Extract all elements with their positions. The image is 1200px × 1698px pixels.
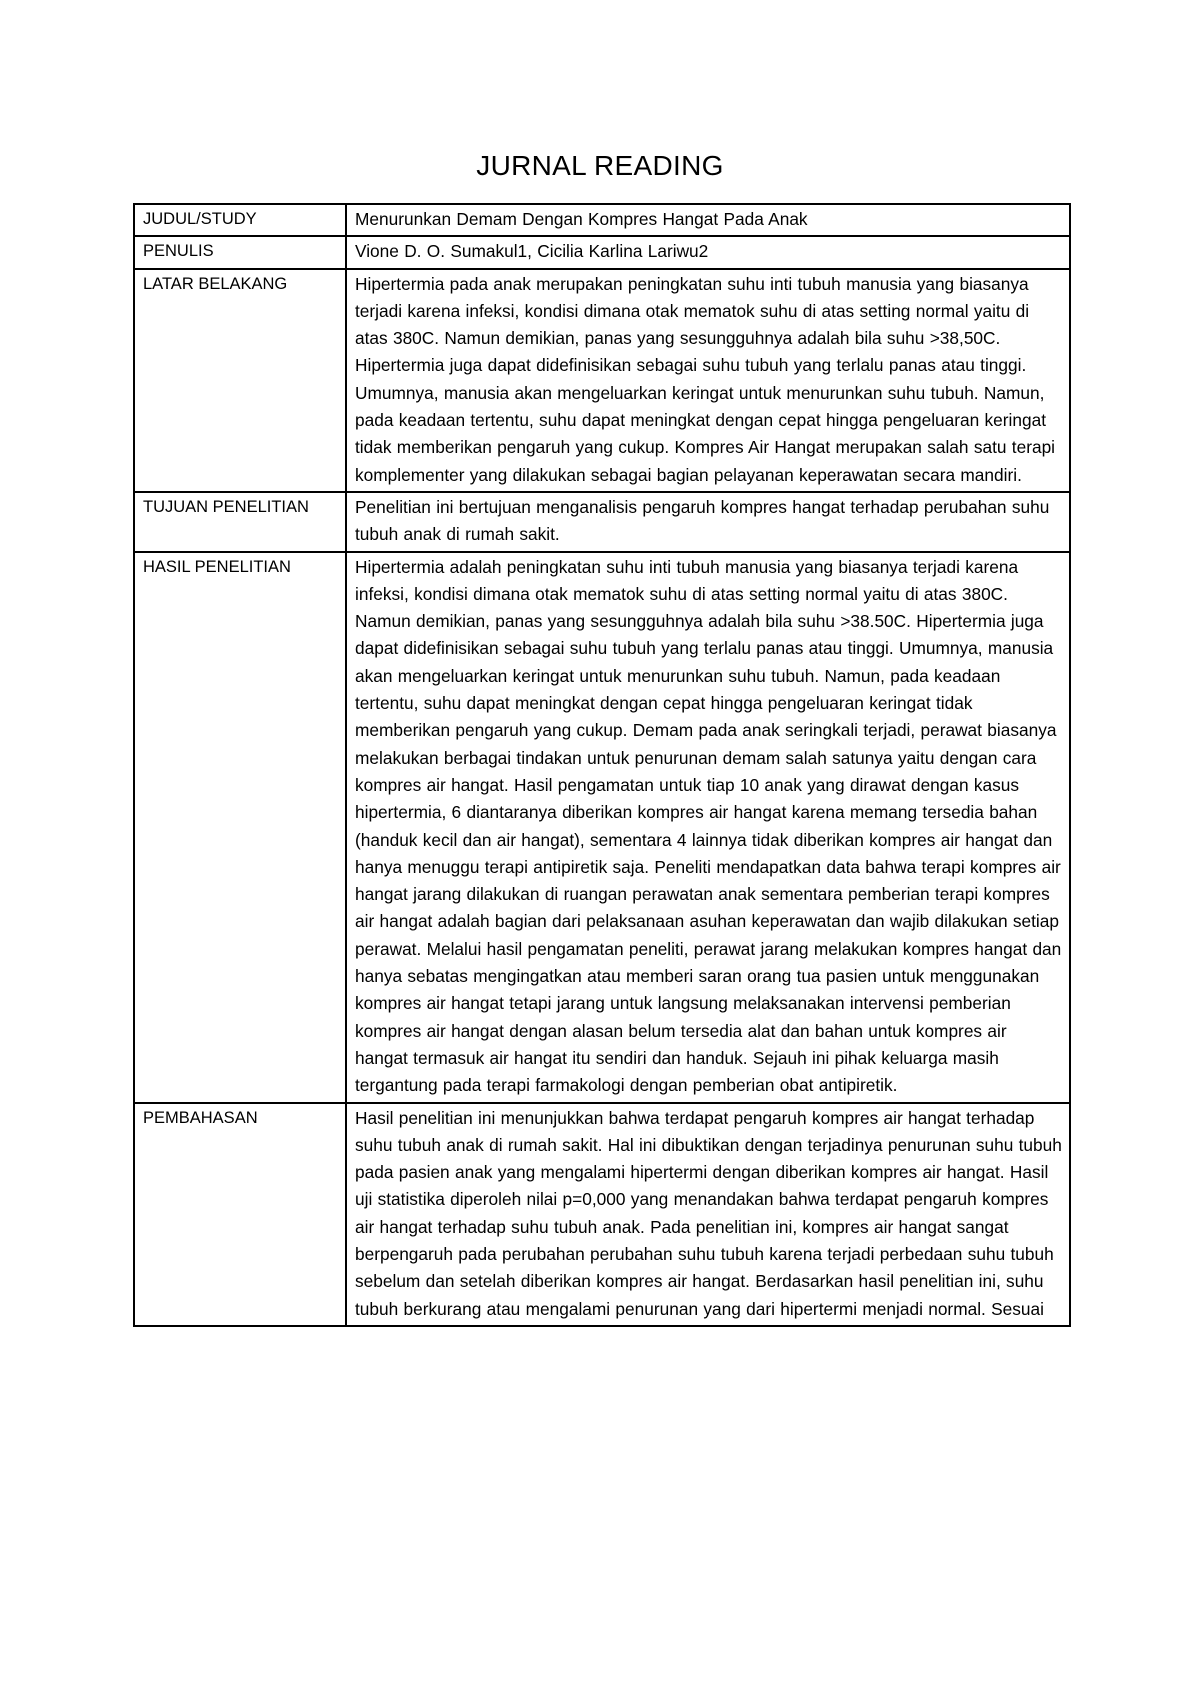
row-label-pembahasan: PEMBAHASAN (134, 1103, 346, 1326)
table-row (134, 204, 1070, 236)
table-row (134, 552, 1070, 1103)
journal-reading-table (133, 203, 1071, 1327)
row-label-hasil-penelitian: HASIL PENELITIAN (134, 552, 346, 1103)
row-label-tujuan-penelitian: TUJUAN PENELITIAN (134, 492, 346, 552)
row-value-tujuan-penelitian: Penelitian ini bertujuan menganalisis pengaruh kompres hangat terhadap perubahan suhu tubuh anak di rumah sakit. (346, 492, 1070, 552)
row-value-judul: Menurunkan Demam Dengan Kompres Hangat Pada Anak (346, 204, 1070, 236)
row-label-penulis: PENULIS (134, 236, 346, 268)
row-label-latar-belakang: LATAR BELAKANG (134, 269, 346, 492)
row-value-hasil-penelitian: Hipertermia adalah peningkatan suhu inti tubuh manusia yang biasanya terjadi karena infeksi, kondisi dimana otak mematok suhu di atas setting normal yaitu di atas 380C. Namun demikian, panas yang sesungguhnya adalah bila suhu >38.50C. Hipertermia juga dapat didefinisikan sebagai suhu tubuh yang terlalu panas atau tinggi. Umumnya, manusia akan mengeluarkan keringat untuk menurunkan suhu tubuh. Namun, pada keadaan tertentu, suhu dapat meningkat dengan cepat hingga pengeluaran keringat tidak memberikan pengaruh yang cukup. Demam pada anak seringkali terjadi, perawat biasanya melakukan berbagai tindakan untuk penurunan demam salah satunya yaitu dengan cara kompres air hangat. Hasil pengamatan untuk tiap 10 anak yang dirawat dengan kasus hipertermia, 6 diantaranya diberikan kompres air hangat karena memang tersedia bahan (handuk kecil dan air hangat), sementara 4 lainnya tidak diberikan kompres air hangat dan hanya menuggu terapi antipiretik saja. Peneliti mendapatkan data bahwa terapi kompres air hangat jarang dilakukan di ruangan perawatan anak sementara pemberian terapi kompres air hangat adalah bagian dari pelaksanaan asuhan keperawatan dan wajib dilakukan setiap perawat. Melalui hasil pengamatan peneliti, perawat jarang melakukan kompres hangat dan hanya sebatas mengingatkan atau memberi saran orang tua pasien untuk menggunakan kompres air hangat tetapi jarang untuk langsung melaksanakan intervensi pemberian kompres air hangat dengan alasan belum tersedia alat dan bahan untuk kompres air hangat termasuk air hangat itu sendiri dan handuk. Sejauh ini pihak keluarga masih tergantung pada terapi farmakologi dengan pemberian obat antipiretik. (346, 552, 1070, 1103)
page-title: JURNAL READING (476, 150, 724, 181)
row-value-penulis: Vione D. O. Sumakul1, Cicilia Karlina Lariwu2 (346, 236, 1070, 268)
table-row (134, 1103, 1070, 1326)
row-label-judul: JUDUL/STUDY (134, 204, 346, 236)
row-value-latar-belakang: Hipertermia pada anak merupakan peningkatan suhu inti tubuh manusia yang biasanya terjadi karena infeksi, kondisi dimana otak mematok suhu di atas setting normal yaitu di atas 380C. Namun demikian, panas yang sesungguhnya adalah bila suhu >38,50C. Hipertermia juga dapat didefinisikan sebagai suhu tubuh yang terlalu panas atau tinggi. Umumnya, manusia akan mengeluarkan keringat untuk menurunkan suhu tubuh. Namun, pada keadaan tertentu, suhu dapat meningkat dengan cepat hingga pengeluaran keringat tidak memberikan pengaruh yang cukup. Kompres Air Hangat merupakan salah satu terapi komplementer yang dilakukan sebagai bagian pelayanan keperawatan secara mandiri. (346, 269, 1070, 492)
row-value-pembahasan: Hasil penelitian ini menunjukkan bahwa terdapat pengaruh kompres air hangat terhadap suhu tubuh anak di rumah sakit. Hal ini dibuktikan dengan terjadinya penurunan suhu tubuh pada pasien anak yang mengalami hipertermi dengan diberikan kompres air hangat. Hasil uji statistika diperoleh nilai p=0,000 yang menandakan bahwa terdapat pengaruh kompres air hangat terhadap suhu tubuh anak. Pada penelitian ini, kompres air hangat sangat berpengaruh pada perubahan perubahan suhu tubuh karena terjadi perbedaan suhu tubuh sebelum dan setelah diberikan kompres air hangat. Berdasarkan hasil penelitian ini, suhu tubuh berkurang atau mengalami penurunan yang dari hipertermi menjadi normal. Sesuai (346, 1103, 1070, 1326)
table-row (134, 269, 1070, 492)
table-row (134, 492, 1070, 552)
table-row (134, 236, 1070, 268)
